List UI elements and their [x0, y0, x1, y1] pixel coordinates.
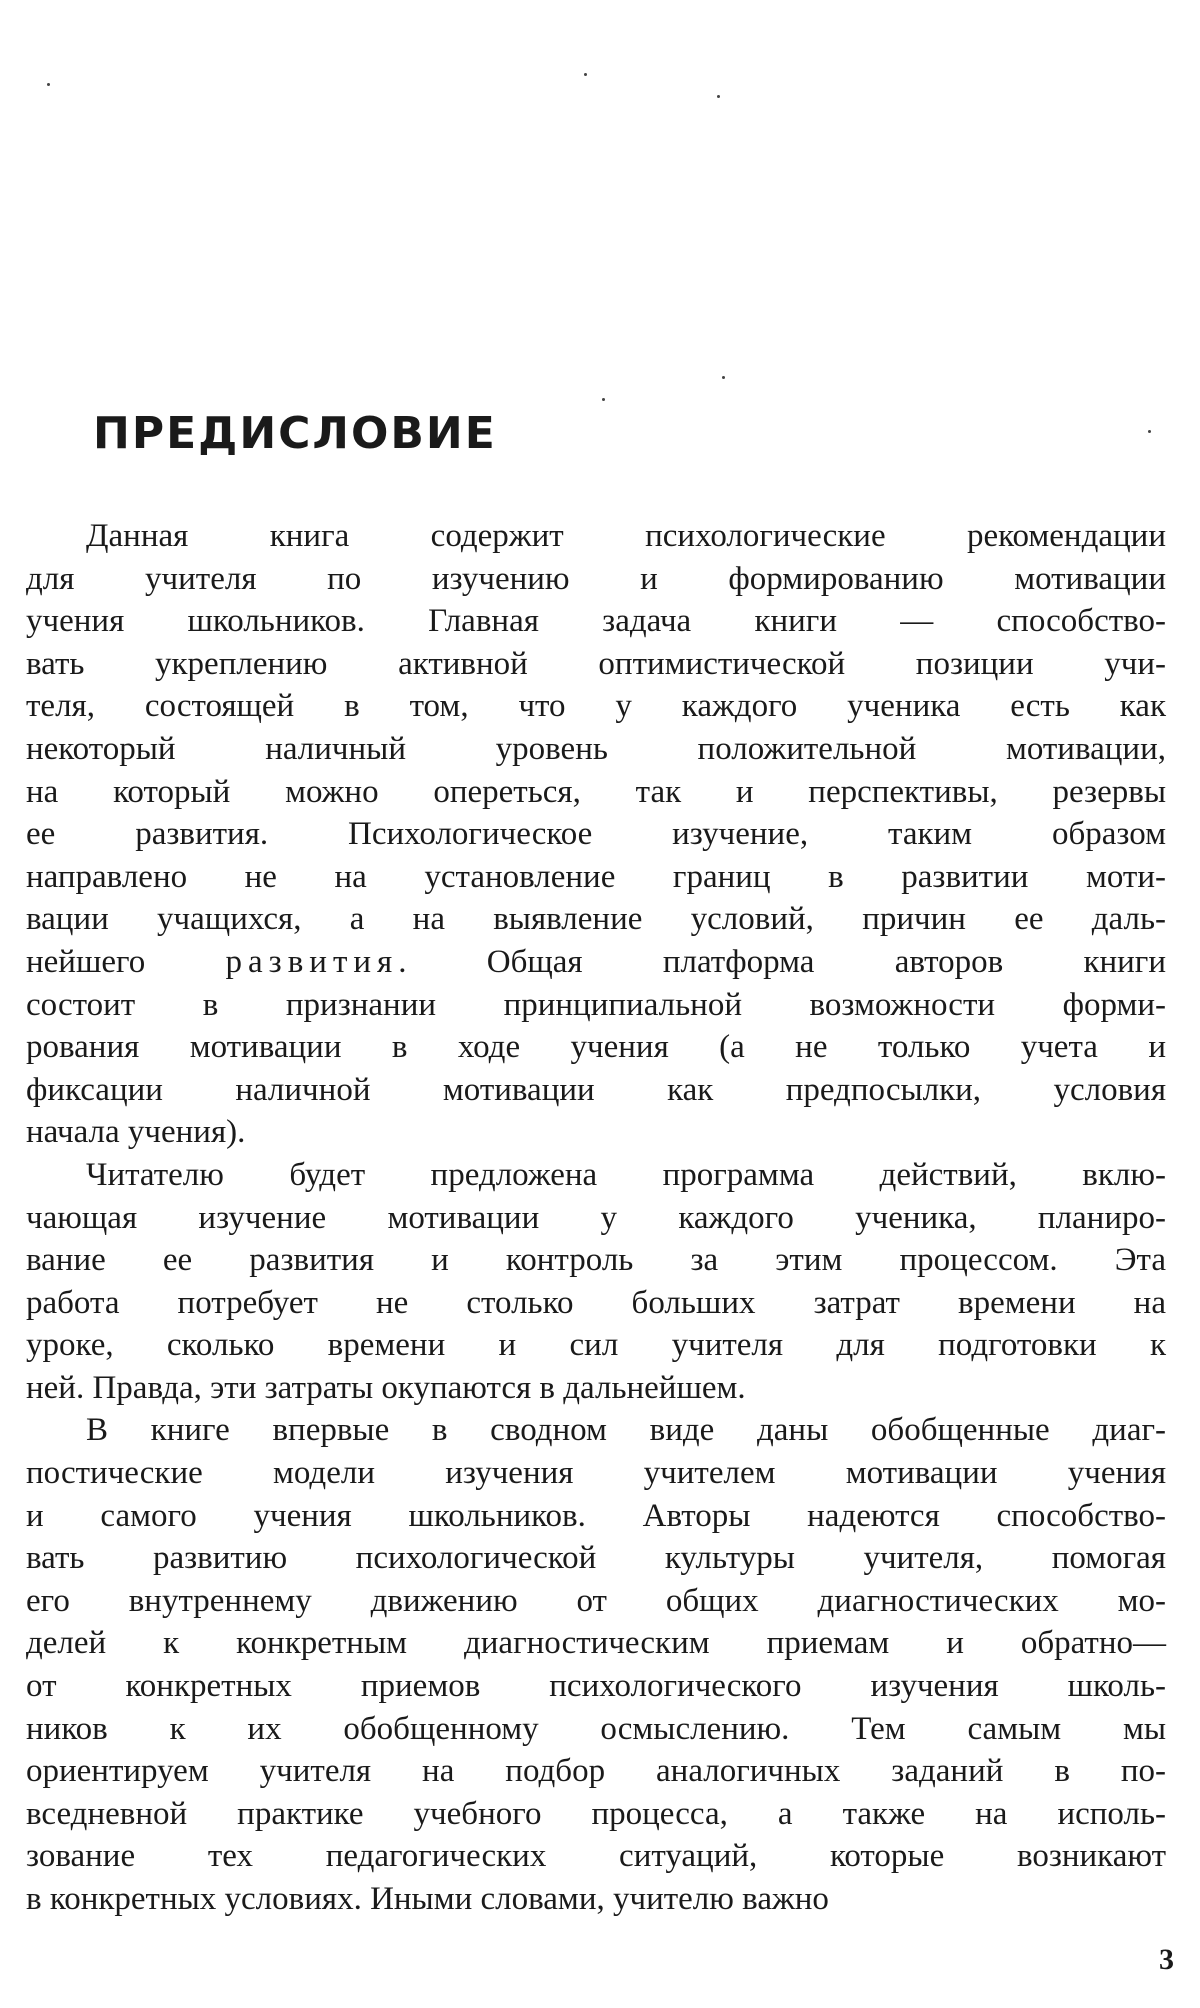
text-line: уроке, сколько времени и сил учителя для подготовки к — [26, 1327, 1166, 1364]
text-line: ориентируем учителя на подбор аналогичных заданий в по- — [26, 1753, 1166, 1790]
paragraph — [26, 1409, 1166, 1920]
text-line: направлено не на установление границ в развитии моти- — [26, 858, 1166, 895]
print-speck — [1148, 430, 1151, 433]
paragraph — [26, 1154, 1166, 1410]
text-line: Данная книга содержит психологические рекомендации — [86, 518, 1166, 554]
text-line: вать укреплению активной оптимистической позиции учи- — [26, 645, 1166, 682]
text-line: вации учащихся, а на выявление условий, причин ее даль- — [26, 901, 1166, 938]
text-line: нейшего развития. Общая платформа авторов книги — [26, 943, 1166, 980]
text-line: ней. Правда, эти затраты окупаются в дальнейшем. — [26, 1369, 746, 1406]
text-line: вседневной практике учебного процесса, а также на исполь- — [26, 1795, 1166, 1832]
text-line: от конкретных приемов психологического изучения школь- — [26, 1668, 1166, 1705]
text-line: вание ее развития и контроль за этим процессом. Эта — [26, 1242, 1166, 1279]
text-line: чающая изучение мотивации у каждого ученика, планиро- — [26, 1199, 1166, 1236]
preface-text — [26, 515, 1166, 1921]
text-line: ее развития. Психологическое изучение, таким образом — [26, 816, 1166, 853]
print-speck — [602, 398, 605, 401]
print-speck — [584, 73, 587, 76]
text-line: некоторый наличный уровень положительной мотивации, — [26, 730, 1166, 767]
page-number: 3 — [1159, 1943, 1174, 1976]
text-line: состоит в признании принципиальной возможности форми- — [26, 986, 1166, 1023]
text-line: рования мотивации в ходе учения (а не только учета и — [26, 1029, 1166, 1066]
emphasized-word: развития — [225, 943, 399, 980]
text-line: вать развитию психологической культуры учителя, помогая — [26, 1540, 1166, 1577]
text-line: начала учения). — [26, 1114, 246, 1151]
text-line: ников к их обобщенному осмыслению. Тем самым мы — [26, 1710, 1166, 1747]
print-speck — [717, 95, 720, 98]
text-line: учения школьников. Главная задача книги — способство- — [26, 603, 1166, 640]
print-speck — [722, 376, 725, 379]
text-line: и самого учения школьников. Авторы надеются способство- — [26, 1497, 1166, 1534]
text-line: для учителя по изучению и формированию мотивации — [26, 560, 1166, 597]
text-line: делей к конкретным диагностическим приемам и обратно— — [26, 1625, 1166, 1662]
text-line: на который можно опереться, так и перспективы, резервы — [26, 773, 1166, 810]
text-line: его внутреннему движению от общих диагностических мо- — [26, 1582, 1166, 1619]
paragraph — [26, 515, 1166, 1154]
text-line: в конкретных условиях. Иными словами, учителю важно — [26, 1881, 829, 1917]
print-speck — [47, 83, 50, 86]
text-line: В книге впервые в сводном виде даны обобщенные диаг- — [86, 1412, 1166, 1449]
text-line: Читателю будет предложена программа действий, вклю- — [86, 1156, 1166, 1193]
text-line: постические модели изучения учителем мотивации учения — [26, 1455, 1166, 1492]
text-line: зование тех педагогических ситуаций, которые возникают — [26, 1838, 1166, 1875]
text-line: работа потребует не столько больших затрат времени на — [26, 1284, 1166, 1321]
page-title: ПРЕДИСЛОВИЕ — [93, 408, 497, 459]
text-line: фиксации наличной мотивации как предпосылки, условия — [26, 1071, 1166, 1108]
text-line: теля, состоящей в том, что у каждого ученика есть как — [26, 688, 1166, 725]
